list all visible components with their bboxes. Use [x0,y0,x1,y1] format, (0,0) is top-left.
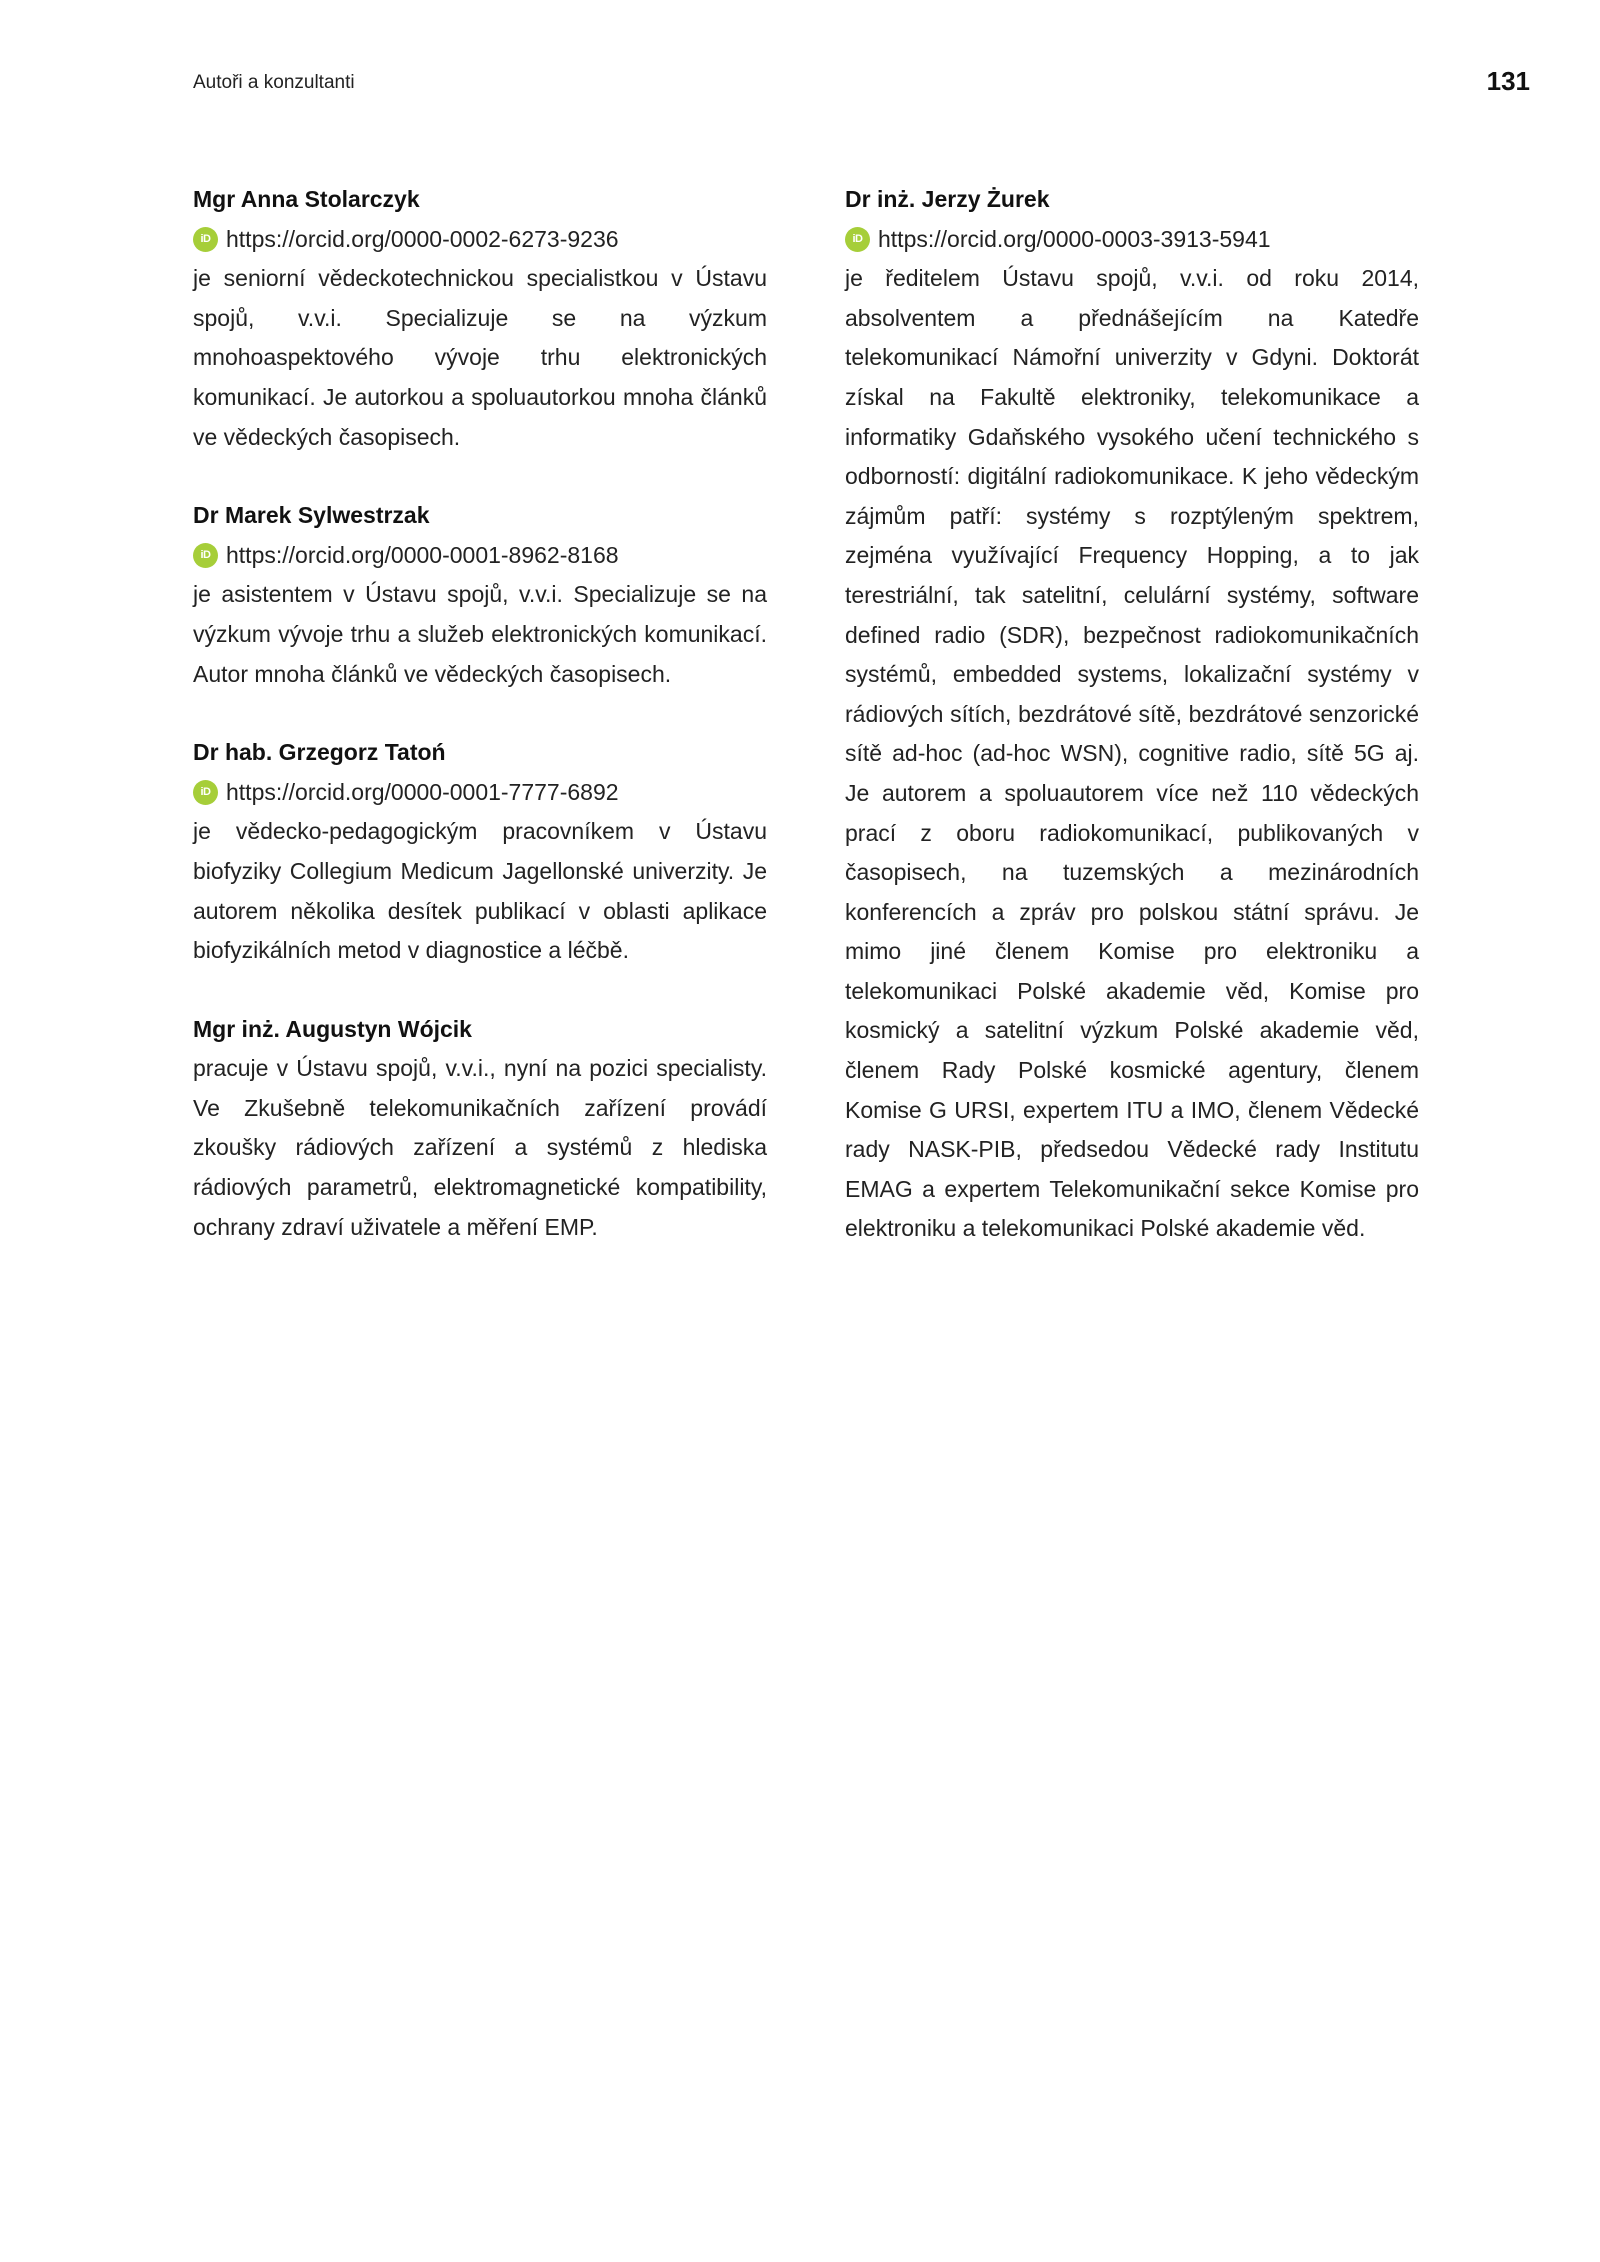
author-bio-text [845,259,1419,1249]
orcid-line [193,773,767,813]
running-header: Autoři a konzultanti [193,72,355,93]
author-bio-text: je vědecko-pedagogickým pracovníkem v Ústavu biofyziky Collegium Medicum Jagellonské univerzity. Je autorem několika desítek publikací v oblasti aplikace biofyzikálních metod v diagnostice a léčbě. [193,818,767,964]
orcid-line [845,220,1419,260]
bio-text-segment: je ředitelem Ústavu spojů, v.v.i. od roku 2014, absolventem a přednášejícím na Katedře telekomunikací Námořní univerzity v Gdyni. Doktorát získal na Fakultě elektroniky, telekomunikace a informatiky Gdaňského vysokého učení technického s odborností: digitální radiokomunikace. K jeho vědeckým zájmům patří: systémy s rozptýleným spektrem, zejména využívající [845,265,1419,569]
orcid-link[interactable]: https://orcid.org/0000-0001-7777-6892 [226,778,619,805]
orcid-line [193,220,767,260]
author-name: Dr hab. Grzegorz Tatoń [193,739,446,766]
orcid-link[interactable]: https://orcid.org/0000-0001-8962-8168 [226,541,619,568]
bio-italic-term: software defined radio [845,581,1419,648]
orcid-icon: iD [193,543,218,568]
author-bio-text: pracuje v Ústavu spojů, v.v.i., nyní na pozici specialisty. Ve Zkušebně telekomunikačních zařízení provádí zkoušky rádiových zařízení a systémů z hlediska rádiových parametrů, elektromagnetické kompatibility, ochrany zdraví uživatele a měření EMP. [193,1055,767,1240]
bio-italic-term: embedded systems [952,661,1162,688]
orcid-icon: iD [193,227,218,252]
right-column [845,180,1419,1288]
bio-text-segment: , lokalizační systémy v rádiových sítích, bezdrátové sítě, bezdrátové senzorické sítě ad-hoc (ad-hoc WSN), [845,661,1419,767]
author-bio-stolarczyk [193,180,767,457]
author-bio-wojcik [193,1010,767,1248]
orcid-link[interactable]: https://orcid.org/0000-0002-6273-9236 [226,225,619,252]
author-name: Dr inż. Jerzy Żurek [845,186,1050,212]
author-bio-sylwestrzak [193,496,767,694]
bio-italic-term: cognitive radio [1138,740,1291,767]
author-name: Mgr inż. Augustyn Wójcik [193,1015,472,1042]
author-bio-taton [193,733,767,971]
author-name: Mgr Anna Stolarczyk [193,186,420,212]
orcid-icon: iD [193,780,218,805]
bio-text-segment: , sítě 5G aj. Je autorem a spoluautorem více než 110 vědeckých prací z oboru radiokomunikací, publikovaných v časopisech, na tuzemských a mezinárodních konferencích a zpráv pro polskou státní správu. Je mimo jiné členem Komise pro elektroniku a telekomunikaci Polské akademie věd, Komise pro kosmický a satelitní výzkum Polské akademie věd, členem Rady Polské kosmické agentury, členem Komise G URSI, expertem ITU a IMO, členem Vědecké rady NASK-PIB, předsedou Vědecké rady Institutu EMAG a expertem Telekomunikační sekce Komise pro elektroniku a telekomunikaci Polské akademie věd. [845,740,1420,1242]
orcid-icon: iD [845,227,870,252]
left-column [193,180,767,1286]
page-number: 131 [1486,66,1530,96]
bio-text-segment: , a to jak terestriální, tak satelitní, celulární systémy, [845,542,1420,608]
orcid-line [193,536,767,576]
author-bio-text: je asistentem v Ústavu spojů, v.v.i. Specializuje se na výzkum vývoje trhu a služeb elektronických komunikací. Autor mnoha článků ve vědeckých časopisech. [193,581,767,687]
author-bio-zurek [845,180,1419,1249]
author-name: Dr Marek Sylwestrzak [193,502,430,529]
orcid-link[interactable]: https://orcid.org/0000-0003-3913-5941 [878,225,1271,252]
bio-text-segment: (SDR), bezpečnost radiokomunikačních systémů, [845,621,1419,688]
bio-italic-term: Frequency Hopping [1078,542,1293,569]
author-bio-text: je seniorní vědeckotechnickou specialistkou v Ústavu spojů, v.v.i. Specializuje se na výzkum mnohoaspektového vývoje trhu elektronických komunikací. Je autorkou a spoluautorkou mnoha článků ve vědeckých časopisech. [193,265,767,450]
